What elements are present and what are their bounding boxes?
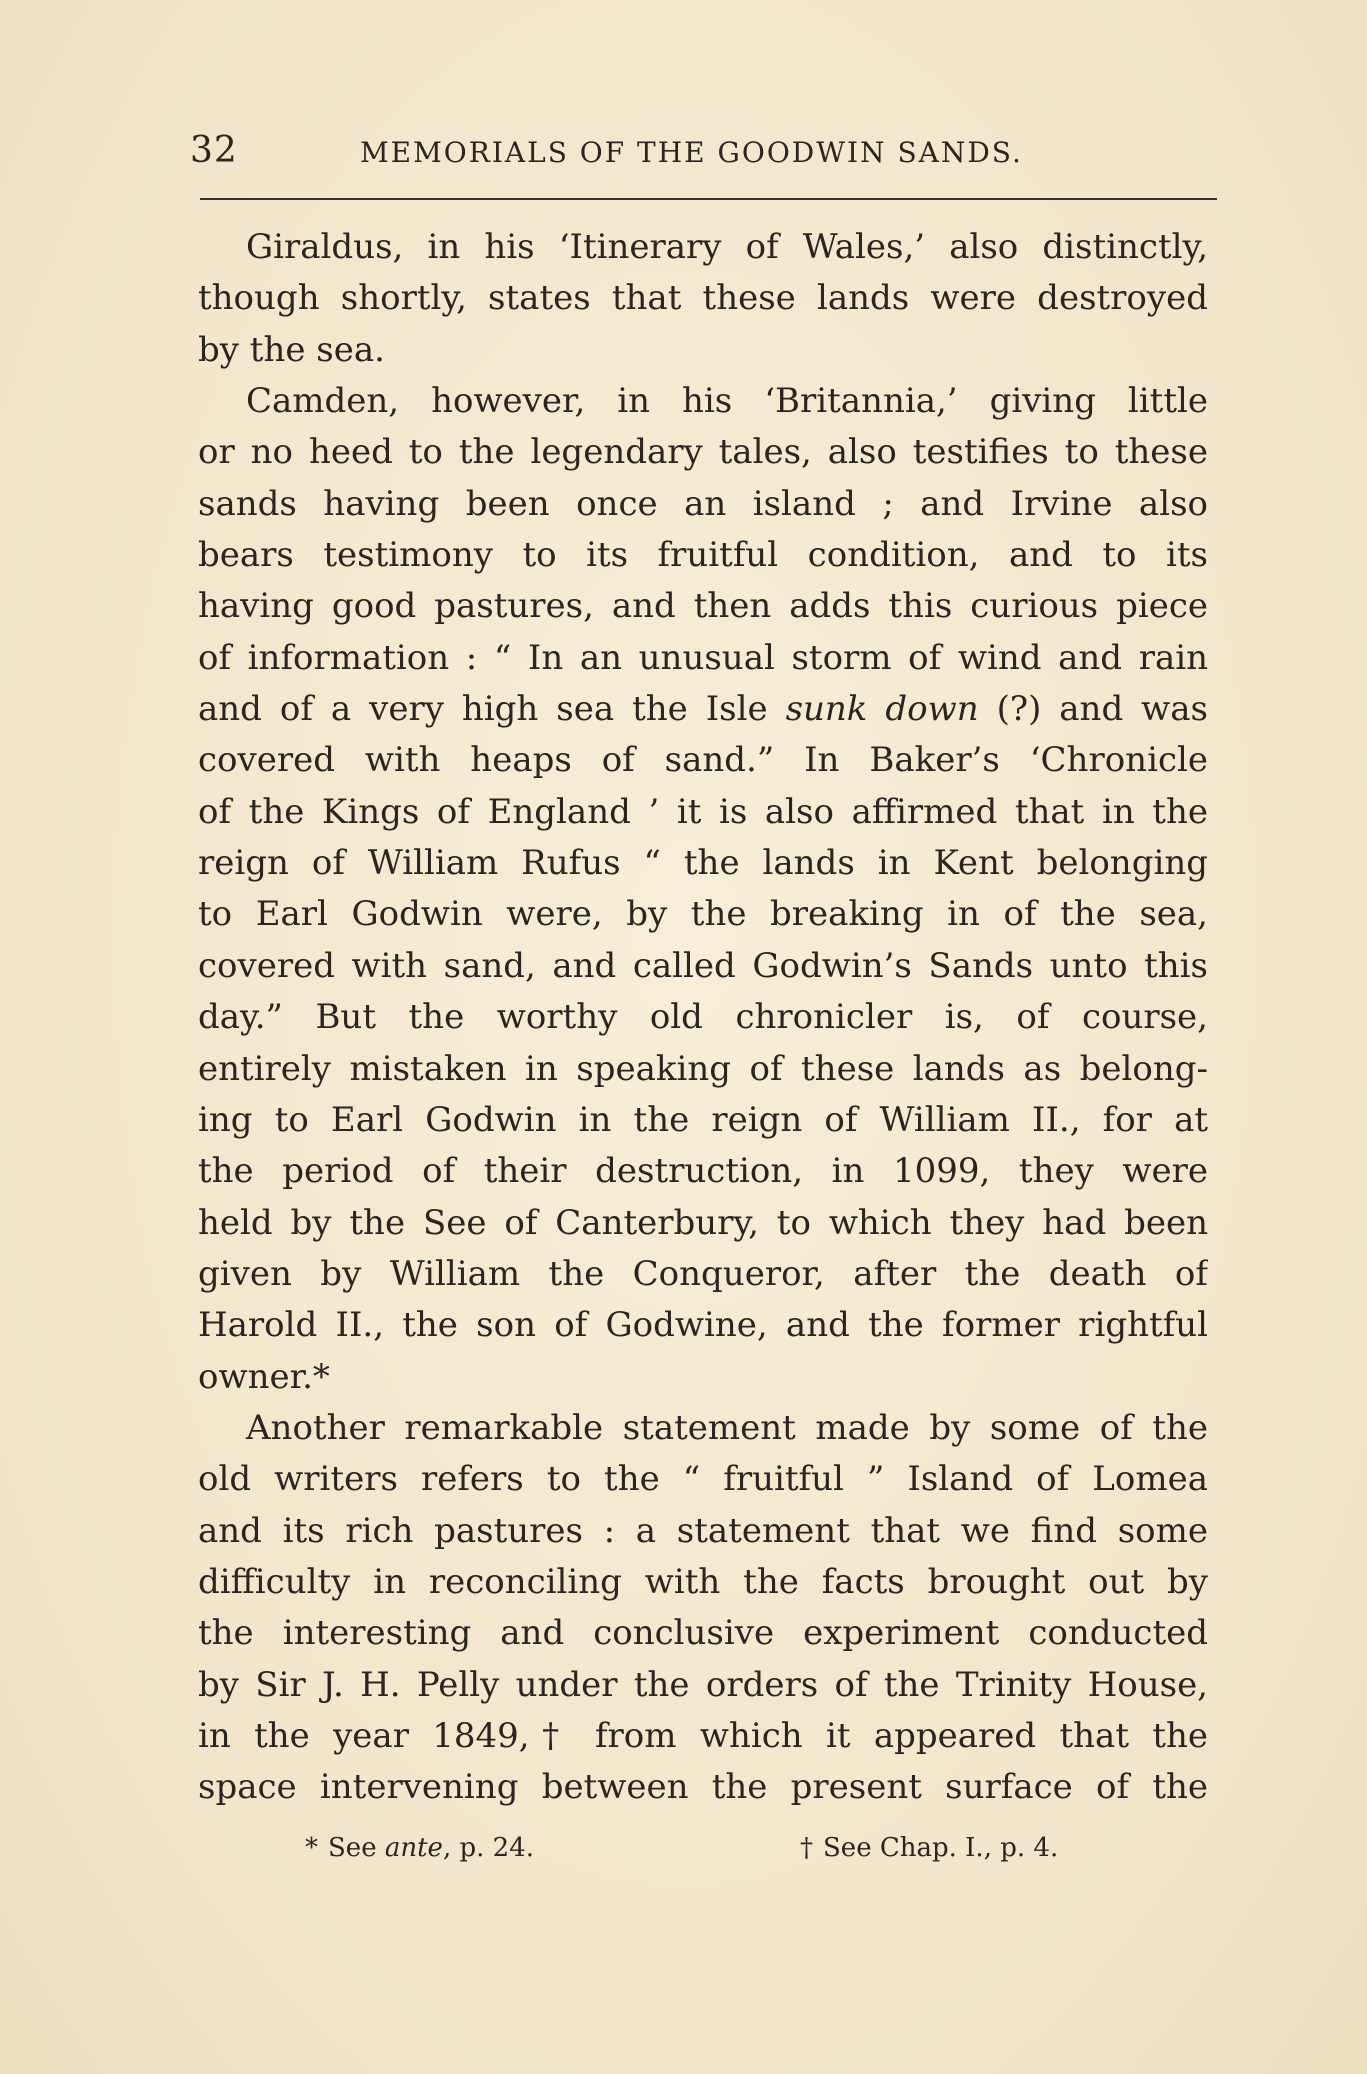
footnote-text: See [328,1833,385,1863]
text-line: bears testimony to its fruitful condition, and to its [198,535,1208,576]
page-number: 32 [190,130,238,171]
text-line: the interesting and conclusive experiment conducted [198,1613,1208,1654]
footnote-italic: ante [384,1833,443,1863]
text-line: day.” But the worthy old chronicler is, of course, [198,997,1208,1038]
text-line: reign of William Rufus “ the lands in Kent belonging [198,843,1208,884]
text-line: having good pastures, and then adds this curious piece [198,586,1208,627]
italic-phrase: sunk down [785,689,979,730]
text-line: the period of their destruction, in 1099, they were [198,1151,1208,1192]
body-text [198,222,1208,1814]
text-line: of information : “ In an unusual storm of wind and rain [198,637,1208,678]
text-line: of the Kings of England ’ it is also affirmed that in the [198,791,1208,832]
text-line: difficulty in reconciling with the facts brought out by [198,1561,1208,1602]
running-title: MEMORIALS OF THE GOODWIN SANDS. [360,136,1023,169]
text-line: in the year 1849,† from which it appeared that the [198,1715,1208,1756]
text-line: entirely mistaken in speaking of these lands as belong- [198,1048,1208,1089]
text-line: ing to Earl Godwin in the reign of William II., for at [198,1099,1208,1140]
text-line: and of a very high sea the Isle sunk down (?) and was [198,689,1208,730]
text-line: covered with heaps of sand.” In Baker’s ‘Chronicle [198,740,1208,781]
text-line: Another remarkable statement made by some of the [246,1407,1208,1448]
text-line: though shortly, states that these lands were destroyed [198,278,1208,319]
footnote-2 [800,1833,1058,1863]
footnote-text: , p. 24. [442,1833,535,1863]
text-line: sands having been once an island ; and Irvine also [198,483,1208,524]
footnote-mark: † [800,1833,813,1863]
text-line: given by William the Conqueror, after the death of [198,1253,1208,1294]
footnote-text: See Chap. I., p. 4. [823,1833,1059,1863]
text-line: old writers refers to the “ fruitful ” Island of Lomea [198,1459,1208,1500]
text-line: held by the See of Canterbury, to which they had been [198,1202,1208,1243]
text-line: Camden, however, in his ‘Britannia,’ giving little [246,381,1208,422]
text-line: to Earl Godwin were, by the breaking in of the sea, [198,894,1208,935]
text-line: or no heed to the legendary tales, also testifies to these [198,432,1208,473]
text-line: by the sea. [198,329,385,370]
text-line: space intervening between the present surface of the [198,1767,1208,1808]
header-rule [200,198,1217,200]
page-header [190,130,1215,180]
footnotes [0,1833,1367,1873]
text-line: Harold II., the son of Godwine, and the former rightful [198,1305,1208,1346]
text-line: and its rich pastures : a statement that we find some [198,1510,1208,1551]
footnote-1 [305,1833,534,1863]
text-line: Giraldus, in his ‘Itinerary of Wales,’ also distinctly, [246,227,1208,267]
footnote-mark: * [305,1833,318,1863]
text-line: owner.* [198,1356,330,1397]
text-line: covered with sand, and called Godwin’s Sands unto this [198,945,1208,986]
text-line: by Sir J. H. Pelly under the orders of the Trinity House, [198,1664,1208,1705]
